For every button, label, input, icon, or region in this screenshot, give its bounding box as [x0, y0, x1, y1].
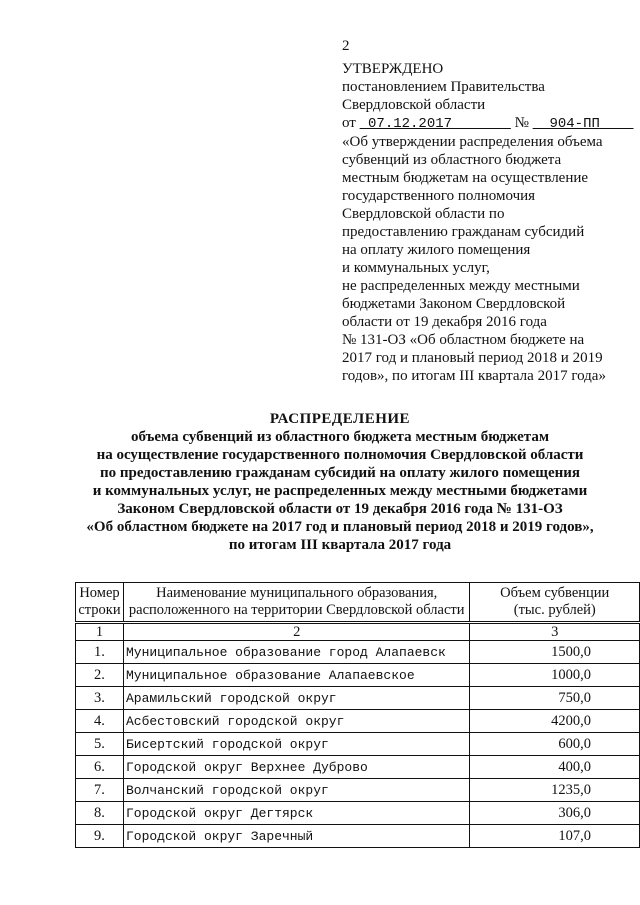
approval-line: на оплату жилого помещения [342, 242, 531, 258]
row-number: 1. [76, 641, 124, 664]
table-row [76, 687, 640, 710]
approval-date-line [342, 114, 632, 133]
distribution-table [75, 582, 640, 848]
row-number: 3. [76, 687, 124, 710]
heading-line: «Об областном бюджете на 2017 год и плановый период 2018 и 2019 годов», [86, 519, 594, 535]
table-row [76, 733, 640, 756]
heading-line: на осуществление государственного полномочия Свердловской области [96, 447, 584, 463]
approval-line: 2017 год и плановый период 2018 и 2019 [342, 350, 603, 366]
header-text: строки [78, 602, 121, 618]
row-number: 2. [76, 664, 124, 687]
approval-line: субвенций из областного бюджета [342, 152, 562, 168]
heading-title: РАСПРЕДЕЛЕНИЕ [269, 411, 411, 427]
row-number: 7. [76, 779, 124, 802]
page-number: 2 [342, 38, 350, 54]
approval-line: предоставлению гражданам субсидий [342, 224, 585, 240]
approval-line: области от 19 декабря 2016 года [342, 314, 547, 330]
approval-line: № 131-ОЗ «Об областном бюджете на [342, 332, 585, 348]
municipality-name: Волчанский городской округ [123, 779, 470, 802]
header-amount [470, 583, 640, 623]
document-heading [60, 410, 620, 554]
table-row [76, 664, 640, 687]
municipality-name: Муниципальное образование город Алапаевск [123, 641, 470, 664]
index-cell: 3 [470, 623, 640, 641]
table-row [76, 825, 640, 848]
column-index-row [76, 623, 640, 641]
subvention-amount: 600,0 [470, 733, 640, 756]
approval-title: УТВЕРЖДЕНО [342, 61, 444, 77]
heading-line: по предоставлению гражданам субсидий на оплату жилого помещения [99, 465, 581, 481]
heading-line: Законом Свердловской области от 19 декабря 2016 года № 131-ОЗ [117, 501, 563, 517]
row-number: 4. [76, 710, 124, 733]
header-text: (тыс. рублей) [513, 602, 596, 618]
approval-line: не распределенных между местными [342, 278, 580, 294]
header-number [76, 583, 124, 623]
approval-number-value: 904-ПП [549, 116, 600, 132]
row-number: 8. [76, 802, 124, 825]
header-text: Номер [79, 585, 120, 601]
header-text: Наименование муниципального образования, [156, 585, 438, 601]
table-row [76, 710, 640, 733]
approval-line: «Об утверждении распределения объема [342, 134, 603, 150]
subvention-amount: 1000,0 [470, 664, 640, 687]
approval-number [533, 116, 634, 132]
subvention-amount: 4200,0 [470, 710, 640, 733]
header-text: Объем субвенции [500, 585, 610, 601]
approval-line: и коммунальных услуг, [342, 260, 490, 276]
subvention-amount: 306,0 [470, 802, 640, 825]
date-prefix: от [342, 115, 356, 131]
subvention-amount: 1235,0 [470, 779, 640, 802]
approval-block [342, 60, 632, 385]
heading-line: объема субвенций из областного бюджета местным бюджетам [130, 429, 550, 445]
approval-line: Свердловской области по [342, 206, 505, 222]
municipality-name: Муниципальное образование Алапаевское [123, 664, 470, 687]
table-header-row [76, 583, 640, 623]
heading-line: и коммунальных услуг, не распределенных между местными бюджетами [92, 483, 588, 499]
row-number: 9. [76, 825, 124, 848]
table-row [76, 756, 640, 779]
approval-line: постановлением Правительства [342, 79, 545, 95]
municipality-name: Городской округ Верхнее Дуброво [123, 756, 470, 779]
row-number: 6. [76, 756, 124, 779]
header-text: расположенного на территории Свердловской области [128, 602, 465, 618]
row-number: 5. [76, 733, 124, 756]
header-name [123, 583, 470, 623]
approval-line: бюджетами Законом Свердловской [342, 296, 566, 312]
approval-line: местным бюджетам на осуществление [342, 170, 589, 186]
municipality-name: Бисертский городской округ [123, 733, 470, 756]
number-prefix: № [514, 115, 529, 131]
municipality-name: Арамильский городской округ [123, 687, 470, 710]
approval-line: государственного полномочия [342, 188, 536, 204]
subvention-amount: 750,0 [470, 687, 640, 710]
approval-line: Свердловской области [342, 97, 486, 113]
index-cell: 1 [76, 623, 124, 641]
table-row [76, 802, 640, 825]
approval-line: годов», по итогам III квартала 2017 года» [342, 368, 606, 384]
municipality-name: Городской округ Дегтярск [123, 802, 470, 825]
heading-line: по итогам III квартала 2017 года [228, 537, 452, 553]
subvention-amount: 1500,0 [470, 641, 640, 664]
approval-date-value: 07.12.2017 [368, 116, 453, 132]
table-row [76, 779, 640, 802]
subvention-amount: 107,0 [470, 825, 640, 848]
subvention-amount: 400,0 [470, 756, 640, 779]
approval-date [360, 116, 511, 132]
municipality-name: Асбестовский городской округ [123, 710, 470, 733]
table-row [76, 641, 640, 664]
municipality-name: Городской округ Заречный [123, 825, 470, 848]
index-cell: 2 [123, 623, 470, 641]
